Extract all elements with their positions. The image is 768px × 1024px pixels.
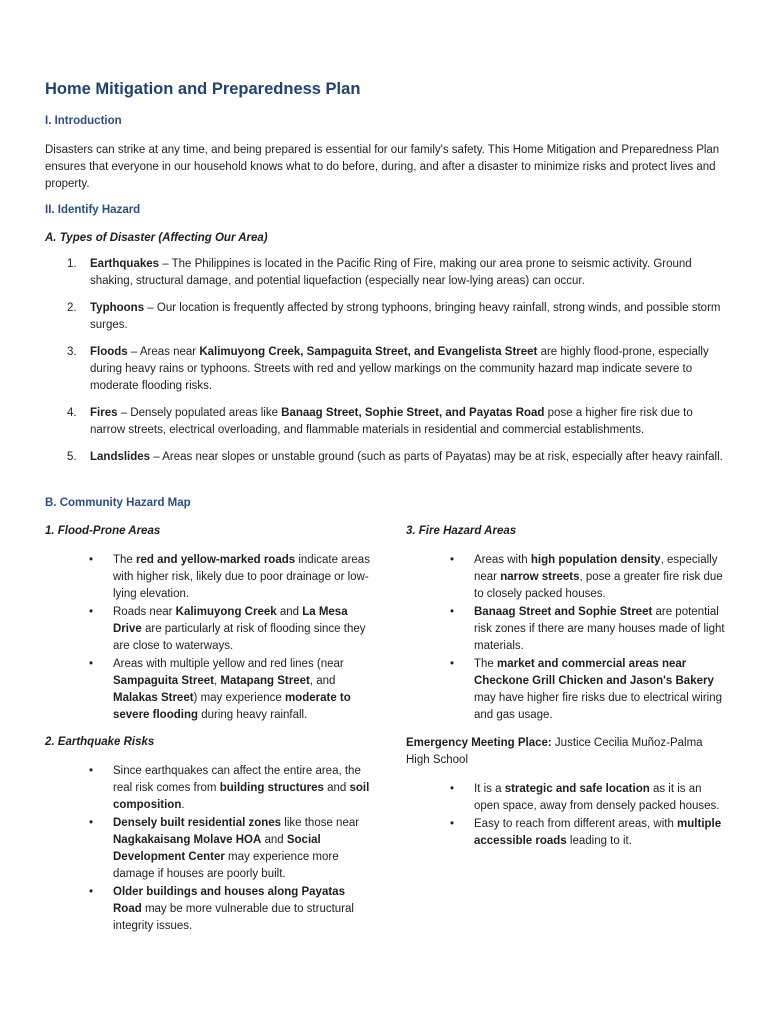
hazard-description: are highly flood-prone, especially during heavy rains or typhoons. Streets with red and yellow markings on the community hazard map indicate severe to moderate flooding risks. xyxy=(90,346,709,392)
text: , and xyxy=(309,675,336,687)
bold-text: narrow streets xyxy=(500,571,580,583)
text: , xyxy=(213,675,221,687)
list-number: 1. xyxy=(67,258,77,270)
list-item xyxy=(406,781,726,815)
list-item xyxy=(45,344,725,395)
intro-paragraph: Disasters can strike at any time, and being prepared is essential for our family's safety. This Home Mitigation and Preparedness Plan ensures that everyone in our household knows what to do before, during, and after a disaster to minimize risks and protect lives and property. xyxy=(45,144,720,190)
list-number: 5. xyxy=(67,451,77,463)
earthquake-heading: 2. Earthquake Risks xyxy=(45,736,155,748)
page-title: Home Mitigation and Preparedness Plan xyxy=(45,80,361,98)
bold-text: La Mesa Drive xyxy=(113,606,348,635)
fire-list xyxy=(406,552,726,724)
hazard-description: – The Philippines is located in the Pacific Ring of Fire, making our area prone to seismic activity. Ground shaking, structural damage, and potential liquefaction (especially near low-lying areas) can occur. xyxy=(90,258,692,287)
bullet: • xyxy=(450,554,455,566)
text: Areas with multiple yellow and red lines (near xyxy=(113,658,344,670)
hazard-term: Earthquakes xyxy=(90,258,160,270)
hazard-term: Fires xyxy=(90,407,118,419)
bullet: • xyxy=(89,554,94,566)
meeting-list-container xyxy=(406,781,726,851)
bullet: • xyxy=(450,606,455,618)
list-item xyxy=(406,604,726,655)
bullet: • xyxy=(89,658,94,670)
earthquake-list xyxy=(45,763,370,935)
text: Areas with xyxy=(474,554,531,566)
text: , especially near xyxy=(474,554,718,583)
hazard-description: pose a higher fire risk due to narrow streets, electrical overloading, and flammable materials in residential and commercial establishments. xyxy=(90,407,693,436)
list-number: 4. xyxy=(67,407,77,419)
map-heading: B. Community Hazard Map xyxy=(45,497,191,509)
meeting-list xyxy=(406,781,726,850)
list-number: 3. xyxy=(67,346,77,358)
bullet: • xyxy=(89,765,94,777)
bullet: • xyxy=(89,606,94,618)
text: may be more vulnerable due to structural integrity issues. xyxy=(113,903,354,932)
list-item xyxy=(45,604,370,655)
flood-list xyxy=(45,552,370,724)
text: The xyxy=(474,658,498,670)
list-number: 2. xyxy=(67,302,77,314)
types-heading: A. Types of Disaster (Affecting Our Area) xyxy=(45,232,268,244)
hazard-streets: Banaag Street, Sophie Street, and Payatas Road xyxy=(281,407,545,419)
bold-text: Matapang Street xyxy=(220,675,310,687)
list-item xyxy=(406,552,726,603)
list-item xyxy=(45,763,370,814)
list-item xyxy=(406,816,726,850)
fire-heading: 3. Fire Hazard Areas xyxy=(406,525,517,537)
bullet: • xyxy=(450,783,455,795)
bold-text: Social Development Center xyxy=(113,834,321,863)
list-item xyxy=(45,300,725,334)
bold-text: red and yellow-marked roads xyxy=(136,554,296,566)
flood-list-container xyxy=(45,552,370,725)
flood-heading: 1. Flood-Prone Areas xyxy=(45,525,161,537)
text: The xyxy=(113,554,137,566)
text: It is a xyxy=(474,783,505,795)
earthquake-list-container xyxy=(45,763,370,936)
fire-list-container xyxy=(406,552,726,725)
hazard-description: – Areas near slopes or unstable ground (such as parts of Payatas) may be at risk, especially after heavy rainfall. xyxy=(150,451,723,463)
bold-text: Sampaguita Street xyxy=(113,675,214,687)
bullet: • xyxy=(89,817,94,829)
bold-text: multiple accessible roads xyxy=(474,818,722,847)
bold-text: Older buildings and houses along Payatas Road xyxy=(113,886,345,915)
bold-text: strategic and safe location xyxy=(504,783,650,795)
meeting-location: Justice Cecilia Muñoz-Palma High School xyxy=(406,737,703,766)
text: are potential risk zones if there are many houses made of light materials. xyxy=(474,606,725,652)
intro-heading: I. Introduction xyxy=(45,115,122,127)
bullet: • xyxy=(450,818,455,830)
bold-text: Banaag Street and Sophie Street xyxy=(474,606,653,618)
list-item xyxy=(45,815,370,883)
text: . xyxy=(181,799,185,811)
text: are particularly at risk of flooding since they are close to waterways. xyxy=(113,623,366,652)
hazard-term: Landslides xyxy=(90,451,151,463)
bold-text: soil composition xyxy=(113,782,370,811)
text: like those near xyxy=(281,817,360,829)
list-item xyxy=(45,405,725,439)
text: as it is an open space, away from densely packed houses. xyxy=(474,783,720,812)
bold-text: Kalimuyong Creek xyxy=(175,606,277,618)
text: Roads near xyxy=(113,606,176,618)
meeting-place xyxy=(406,735,726,769)
list-item xyxy=(45,449,725,466)
bold-text: Densely built residential zones xyxy=(113,817,282,829)
text: and xyxy=(276,606,303,618)
bold-text: market and commercial areas near Checkone Grill Chicken and Jason's Bakery xyxy=(474,658,714,687)
text: , pose a greater fire risk due to closely packed houses. xyxy=(474,571,723,600)
hazard-description: – Our location is frequently affected by strong typhoons, bringing heavy rainfall, strong winds, and possible storm surges. xyxy=(90,302,721,331)
list-item xyxy=(45,884,370,935)
list-item xyxy=(45,256,725,290)
hazard-description: – Areas near xyxy=(127,346,200,358)
hazard-term: Floods xyxy=(90,346,128,358)
list-item xyxy=(45,552,370,603)
list-item xyxy=(45,656,370,724)
text: Since earthquakes can affect the entire area, the real risk comes from xyxy=(113,765,361,794)
hazard-description: – Densely populated areas like xyxy=(117,407,282,419)
text: and xyxy=(261,834,287,846)
text: leading to it. xyxy=(566,835,632,847)
text: during heavy rainfall. xyxy=(198,709,308,721)
meeting-label: Emergency Meeting Place: xyxy=(406,737,552,749)
text: and xyxy=(323,782,350,794)
bold-text: Nagkakaisang Molave HOA xyxy=(113,834,262,846)
text: Easy to reach from different areas, with xyxy=(474,818,678,830)
text: may experience more damage if houses are poorly built. xyxy=(113,851,339,880)
bold-text: Malakas Street xyxy=(113,692,194,704)
bold-text: high population density xyxy=(530,554,661,566)
text: indicate areas with higher risk, likely due to poor drainage or low-lying elevation. xyxy=(113,554,370,600)
text: may have higher fire risks due to electrical wiring and gas usage. xyxy=(474,692,722,721)
bold-text: moderate to severe flooding xyxy=(113,692,351,721)
bullet: • xyxy=(450,658,455,670)
hazard-term: Typhoons xyxy=(90,302,145,314)
text: ) may experience xyxy=(193,692,285,704)
hazard-streets: Kalimuyong Creek, Sampaguita Street, and Evangelista Street xyxy=(199,346,538,358)
hazard-heading: II. Identify Hazard xyxy=(45,204,141,216)
bold-text: building structures xyxy=(219,782,324,794)
bullet: • xyxy=(89,886,94,898)
list-item xyxy=(406,656,726,724)
disaster-types-list xyxy=(45,256,725,476)
